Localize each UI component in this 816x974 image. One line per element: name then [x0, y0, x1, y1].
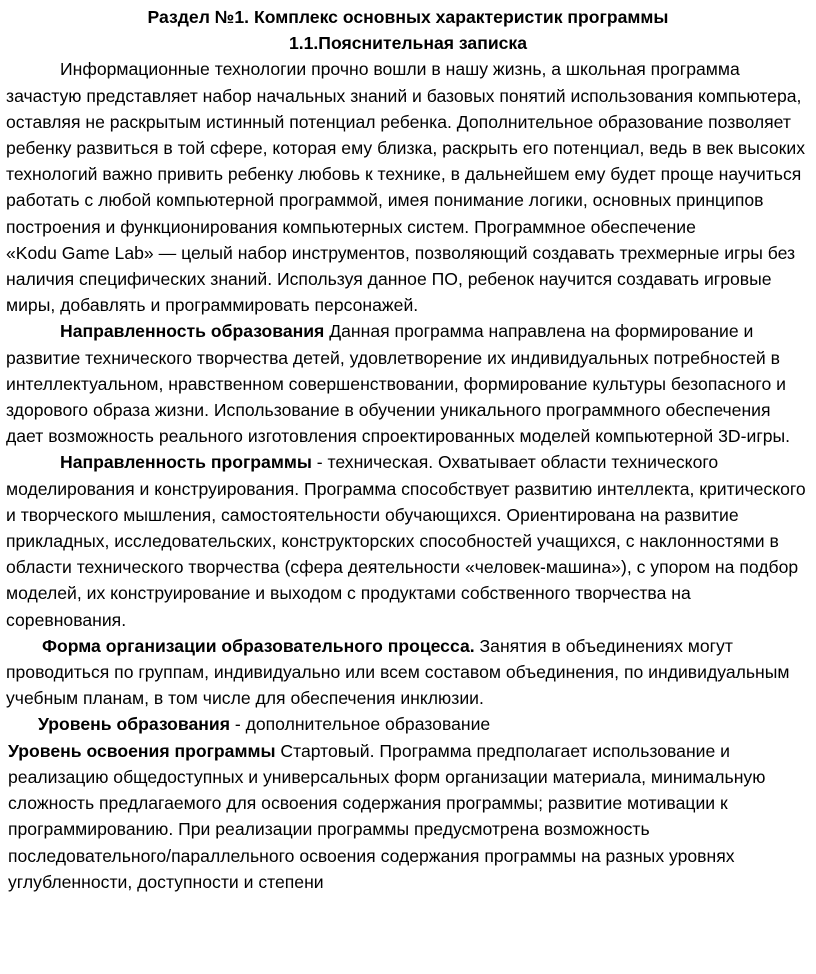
orientation-program-label: Направленность программы [60, 452, 312, 473]
orientation-education-label: Направленность образования [60, 321, 325, 342]
form-organization-text: Занятия в объединениях могут проводиться по группам, индивидуально или всем составом объединения, по индивидуальным учебным планам, в том числе для обеспечения инклюзии. [6, 635, 790, 709]
section-title: Раздел №1. Комплекс основных характеристик программы [147, 7, 669, 27]
education-level-label: Уровень образования [38, 714, 230, 735]
mastery-level-text: Стартовый. Программа предполагает использование и реализацию общедоступных и универсальных форм организации материала, минимальную сложность предлагаемого для освоения содержания программы; развитие мотивации к программированию. При реализации программы предусмотрена возможность последовательного/параллельного освоения содержания программы на разных уровнях углубленности, доступности и степени [8, 740, 766, 892]
subsection-title: 1.1.Пояснительная записка [288, 33, 528, 54]
education-level-paragraph [6, 711, 810, 737]
intro-continuation-paragraph: «Kodu Game Lab» — целый набор инструментов, позволяющий создавать трехмерные игры без наличия специфических знаний. Используя данное ПО, ребенок научится создавать игровые миры, добавлять и программировать персонажей. [6, 242, 796, 316]
mastery-level-label: Уровень освоения программы [8, 740, 276, 761]
orientation-program-text: - техническая. Охватывает области технического моделирования и конструирования. Программа способствует развитию интеллекта, критического и творческого мышления, самостоятельности обучающихся. Ориентирована на развитие прикладных, исследовательских, конструкторских способностей учащихся, с наклонностями в области технического творчества (сфера деятельности «человек-машина»), с упором на подбор моделей, их конструирование и выходом с продуктами собственного творчества на соревнования. [6, 452, 806, 630]
mastery-level-paragraph [6, 738, 810, 895]
orientation-program-paragraph [6, 449, 810, 632]
education-level-text: - дополнительное образование [229, 714, 491, 735]
form-organization-label: Форма организации образовательного процесса. [42, 635, 475, 656]
intro-paragraph: Информационные технологии прочно вошли в нашу жизнь, а школьная программа зачастую представляет набор начальных знаний и базовых понятий использования компьютера, оставляя не раскрытым истинный потенциал ребенка. Дополнительное образование позволяет ребенку развиться в той сфере, которая ему близка, раскрыть его потенциал, ведь в век высоких технологий важно привить ребенку любовь к технике, в дальнейшем ему будет проще научиться работать с любой компьютерной программой, имея понимание логики, основных принципов построения и функционирования компьютерных систем. Программное обеспечение [6, 59, 805, 237]
form-organization-paragraph [6, 633, 810, 712]
orientation-education-text: Данная программа направлена на формирование и развитие технического творчества детей, удовлетворение их индивидуальных потребностей в интеллектуальном, нравственном совершенствовании, формирование культуры безопасного и здорового образа жизни. Использование в обучении уникального программного обеспечения дает возможность реального изготовления спроектированных моделей компьютерной 3D-игры. [6, 321, 791, 447]
orientation-education-paragraph [6, 318, 810, 449]
